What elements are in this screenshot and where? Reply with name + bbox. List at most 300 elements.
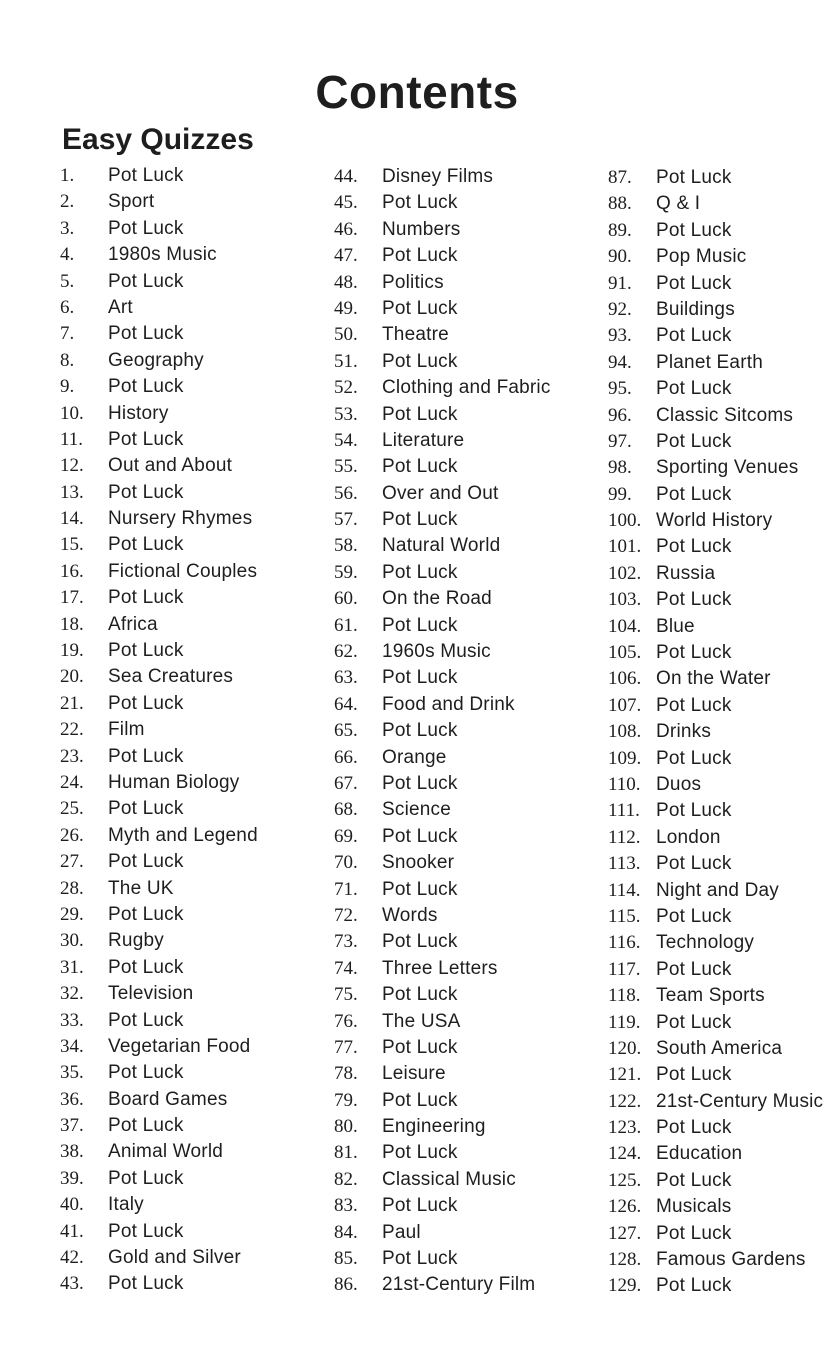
quiz-number: 115.	[608, 905, 641, 927]
quiz-number: 87.	[608, 167, 632, 188]
contents-entry	[334, 877, 551, 903]
quiz-title: Pot Luck	[656, 800, 732, 822]
quiz-title: Nursery Rhymes	[108, 508, 253, 530]
quiz-number: 29.	[60, 903, 84, 925]
quiz-number: 28.	[60, 877, 84, 899]
quiz-number: 18.	[60, 613, 84, 635]
quiz-number: 68.	[334, 799, 358, 821]
quiz-title: Planet Earth	[656, 351, 763, 373]
quiz-number: 123.	[608, 1117, 642, 1139]
quiz-number: 43.	[60, 1273, 84, 1295]
quiz-number: 72.	[334, 904, 358, 926]
quiz-title: Pot Luck	[382, 931, 458, 953]
quiz-title: Clothing and Fabric	[382, 377, 551, 399]
quiz-title: Snooker	[382, 852, 455, 874]
contents-entry	[60, 1060, 258, 1086]
quiz-title: Words	[382, 904, 438, 926]
quiz-title: Pot Luck	[108, 1273, 184, 1295]
quiz-number: 64.	[334, 693, 358, 715]
quiz-title: On the Water	[656, 668, 771, 690]
quiz-number: 73.	[334, 931, 358, 953]
contents-entry	[608, 851, 823, 877]
quiz-number: 37.	[60, 1115, 84, 1137]
quiz-title: Pot Luck	[382, 878, 458, 900]
quiz-title: Pot Luck	[382, 825, 458, 847]
contents-entry	[334, 692, 551, 718]
quiz-title: Literature	[382, 429, 465, 451]
quiz-title: Over and Out	[382, 482, 499, 504]
contents-entry	[60, 1192, 258, 1218]
quiz-title: Pot Luck	[656, 483, 732, 505]
contents-entry	[608, 218, 823, 244]
quiz-number: 10.	[60, 402, 84, 424]
quiz-number: 86.	[334, 1274, 358, 1296]
section-title: Easy Quizzes	[62, 123, 254, 156]
contents-entry	[608, 350, 823, 376]
quiz-title: Pot Luck	[656, 325, 732, 347]
quiz-title: Animal World	[108, 1141, 224, 1163]
quiz-number: 55.	[334, 456, 358, 478]
quiz-title: Duos	[656, 773, 702, 795]
quiz-number: 104.	[608, 615, 642, 637]
quiz-number: 40.	[60, 1194, 84, 1216]
quiz-number: 108.	[608, 721, 642, 743]
quiz-title: Pot Luck	[656, 167, 732, 188]
quiz-number: 41.	[60, 1220, 84, 1242]
contents-entry	[60, 638, 258, 664]
contents-entry	[334, 533, 551, 559]
quiz-number: 52.	[334, 377, 358, 399]
quiz-title: 21st-Century Music	[656, 1090, 824, 1112]
quiz-number: 56.	[334, 482, 358, 504]
contents-entry	[60, 717, 258, 743]
contents-entry	[60, 1166, 258, 1192]
quiz-number: 19.	[60, 640, 84, 662]
contents-entry	[60, 1008, 258, 1034]
quiz-title: Pot Luck	[108, 903, 184, 925]
quiz-title: Pot Luck	[656, 1011, 732, 1033]
quiz-number: 65.	[334, 720, 358, 742]
quiz-number: 85.	[334, 1248, 358, 1270]
quiz-title: History	[108, 402, 169, 424]
quiz-number: 3.	[60, 217, 75, 239]
quiz-title: Pot Luck	[382, 1089, 458, 1111]
contents-entry	[608, 640, 823, 666]
quiz-title: Vegetarian Food	[108, 1035, 251, 1057]
quiz-number: 1.	[60, 165, 75, 186]
quiz-number: 126.	[608, 1196, 642, 1218]
quiz-number: 112.	[608, 826, 641, 848]
quiz-number: 46.	[334, 218, 358, 240]
quiz-number: 27.	[60, 851, 84, 873]
quiz-title: Pot Luck	[382, 720, 458, 742]
quiz-number: 96.	[608, 404, 632, 426]
quiz-number: 21.	[60, 692, 84, 714]
contents-entry	[60, 902, 258, 928]
quiz-number: 110.	[608, 773, 641, 795]
quiz-number: 99.	[608, 483, 632, 505]
quiz-title: South America	[656, 1037, 783, 1059]
quiz-number: 84.	[334, 1221, 358, 1243]
quiz-number: 106.	[608, 668, 642, 690]
quiz-title: Pot Luck	[656, 1222, 732, 1244]
quiz-title: 1960s Music	[382, 641, 491, 663]
quiz-title: Pot Luck	[656, 219, 732, 241]
quiz-number: 31.	[60, 956, 84, 978]
contents-entry	[334, 481, 551, 507]
quiz-number: 105.	[608, 642, 642, 664]
quiz-number: 129.	[608, 1275, 642, 1297]
contents-entry	[608, 1194, 823, 1220]
quiz-title: Board Games	[108, 1088, 228, 1110]
quiz-number: 57.	[334, 509, 358, 531]
contents-entry	[608, 508, 823, 534]
quiz-number: 109.	[608, 747, 642, 769]
quiz-number: 62.	[334, 641, 358, 663]
quiz-number: 76.	[334, 1010, 358, 1032]
quiz-number: 53.	[334, 403, 358, 425]
quiz-number: 6.	[60, 296, 75, 318]
quiz-title: Pot Luck	[382, 1248, 458, 1270]
quiz-number: 119.	[608, 1011, 641, 1033]
contents-entry	[60, 981, 258, 1007]
quiz-title: Leisure	[382, 1063, 446, 1085]
contents-entry	[60, 612, 258, 638]
contents-entry	[334, 190, 551, 216]
quiz-title: Pot Luck	[382, 1036, 458, 1058]
quiz-title: Pot Luck	[382, 297, 458, 319]
quiz-title: Gold and Silver	[108, 1247, 241, 1269]
quiz-number: 5.	[60, 270, 75, 292]
quiz-number: 81.	[334, 1142, 358, 1164]
contents-entry	[60, 559, 258, 585]
contents-entry	[334, 296, 551, 322]
contents-entry	[60, 928, 258, 954]
contents-entry	[608, 1247, 823, 1273]
quiz-number: 13.	[60, 481, 84, 503]
contents-entry	[334, 1193, 551, 1219]
quiz-number: 33.	[60, 1009, 84, 1031]
contents-entry	[60, 1271, 258, 1297]
contents-entry	[60, 796, 258, 822]
quiz-number: 117.	[608, 958, 641, 980]
contents-entry	[608, 719, 823, 745]
quiz-title: Human Biology	[108, 771, 240, 793]
contents-entry	[60, 744, 258, 770]
contents-entry	[608, 825, 823, 851]
quiz-title: Africa	[108, 613, 158, 635]
quiz-title: Pot Luck	[382, 561, 458, 583]
contents-entry	[334, 1272, 551, 1298]
quiz-title: Pot Luck	[108, 1167, 184, 1189]
contents-entry	[334, 771, 551, 797]
contents-entry	[60, 1034, 258, 1060]
quiz-number: 80.	[334, 1116, 358, 1138]
contents-entry	[334, 1114, 551, 1140]
contents-entry	[334, 507, 551, 533]
contents-entry	[608, 983, 823, 1009]
contents-entry	[60, 295, 258, 321]
quiz-number: 47.	[334, 245, 358, 267]
contents-entry	[608, 1141, 823, 1167]
quiz-title: Television	[108, 983, 194, 1005]
quiz-title: Education	[656, 1143, 743, 1165]
contents-entry	[334, 1061, 551, 1087]
contents-entry	[334, 639, 551, 665]
contents-entry	[60, 691, 258, 717]
contents-entry	[60, 163, 258, 189]
quiz-title: Fictional Couples	[108, 560, 258, 582]
quiz-number: 14.	[60, 508, 84, 530]
quiz-number: 17.	[60, 587, 84, 609]
contents-entry	[608, 165, 823, 191]
quiz-number: 59.	[334, 561, 358, 583]
contents-entry	[334, 322, 551, 348]
quiz-title: Pot Luck	[108, 745, 184, 767]
quiz-title: Pot Luck	[382, 192, 458, 214]
quiz-number: 128.	[608, 1249, 642, 1271]
quiz-number: 22.	[60, 719, 84, 741]
quiz-title: Russia	[656, 562, 716, 584]
quiz-number: 9.	[60, 376, 75, 398]
contents-entry	[608, 746, 823, 772]
quiz-title: Musicals	[656, 1196, 732, 1218]
contents-column-2	[334, 164, 551, 1299]
quiz-number: 74.	[334, 957, 358, 979]
page-title: Contents	[315, 66, 519, 118]
contents-entry	[334, 349, 551, 375]
contents-entry	[60, 374, 258, 400]
quiz-title: The UK	[108, 877, 174, 899]
contents-entry	[334, 1220, 551, 1246]
quiz-number: 49.	[334, 297, 358, 319]
quiz-number: 26.	[60, 824, 84, 846]
quiz-number: 51.	[334, 350, 358, 372]
quiz-title: Science	[382, 799, 451, 821]
quiz-title: World History	[656, 510, 773, 532]
contents-entry	[608, 772, 823, 798]
contents-entry	[608, 666, 823, 692]
contents-entry	[334, 586, 551, 612]
quiz-number: 92.	[608, 298, 632, 320]
quiz-number: 78.	[334, 1063, 358, 1085]
contents-entry	[334, 665, 551, 691]
contents-entry	[608, 1168, 823, 1194]
contents-entry	[334, 402, 551, 428]
quiz-number: 34.	[60, 1035, 84, 1057]
quiz-title: Paul	[382, 1221, 421, 1243]
contents-entry	[60, 664, 258, 690]
contents-entry	[60, 823, 258, 849]
contents-entry	[334, 1009, 551, 1035]
contents-entry	[60, 770, 258, 796]
contents-entry	[334, 929, 551, 955]
contents-entry	[334, 824, 551, 850]
quiz-number: 97.	[608, 430, 632, 452]
contents-entry	[334, 270, 551, 296]
quiz-title: Pot Luck	[108, 323, 184, 345]
quiz-title: Sport	[108, 191, 155, 213]
quiz-number: 83.	[334, 1195, 358, 1217]
contents-entry	[334, 243, 551, 269]
contents-entry	[608, 455, 823, 481]
quiz-title: Pot Luck	[656, 430, 732, 452]
quiz-title: Pot Luck	[108, 165, 184, 186]
quiz-number: 23.	[60, 745, 84, 767]
quiz-number: 93.	[608, 325, 632, 347]
contents-entry	[60, 189, 258, 215]
contents-entry	[60, 1113, 258, 1139]
contents-entry	[608, 1273, 823, 1299]
quiz-title: Pot Luck	[382, 1142, 458, 1164]
quiz-number: 20.	[60, 666, 84, 688]
contents-entry	[608, 323, 823, 349]
quiz-title: Night and Day	[656, 879, 780, 901]
contents-entry	[60, 876, 258, 902]
contents-entry	[334, 375, 551, 401]
quiz-number: 39.	[60, 1167, 84, 1189]
quiz-number: 15.	[60, 534, 84, 556]
quiz-title: Buildings	[656, 298, 735, 320]
contents-entry	[60, 955, 258, 981]
contents-entry	[60, 321, 258, 347]
quiz-title: Theatre	[382, 324, 449, 346]
contents-entry	[60, 1087, 258, 1113]
contents-entry	[334, 903, 551, 929]
quiz-number: 75.	[334, 984, 358, 1006]
quiz-number: 100.	[608, 510, 642, 532]
contents-entry	[608, 614, 823, 640]
quiz-title: Pot Luck	[656, 1169, 732, 1191]
quiz-number: 103.	[608, 589, 642, 611]
contents-entry	[334, 428, 551, 454]
contents-entry	[608, 587, 823, 613]
contents-entry	[334, 560, 551, 586]
quiz-title: Pot Luck	[656, 747, 732, 769]
quiz-number: 38.	[60, 1141, 84, 1163]
contents-entry	[60, 401, 258, 427]
contents-entry	[334, 982, 551, 1008]
quiz-title: Numbers	[382, 218, 461, 240]
quiz-number: 89.	[608, 219, 632, 241]
quiz-title: Pot Luck	[108, 1220, 184, 1242]
quiz-title: London	[656, 826, 721, 848]
contents-entry	[60, 348, 258, 374]
quiz-number: 71.	[334, 878, 358, 900]
quiz-number: 45.	[334, 192, 358, 214]
contents-entry	[60, 480, 258, 506]
contents-entry	[608, 561, 823, 587]
contents-entry	[334, 454, 551, 480]
quiz-number: 102.	[608, 562, 642, 584]
quiz-title: 1980s Music	[108, 244, 217, 266]
quiz-number: 44.	[334, 166, 358, 187]
quiz-title: Q & I	[656, 193, 701, 215]
contents-entry	[60, 269, 258, 295]
contents-entry	[608, 1010, 823, 1036]
contents-entry	[608, 244, 823, 270]
quiz-title: Blue	[656, 615, 695, 637]
quiz-number: 111.	[608, 800, 640, 822]
quiz-title: Pot Luck	[382, 509, 458, 531]
quiz-title: Sporting Venues	[656, 457, 799, 479]
quiz-number: 94.	[608, 351, 632, 373]
quiz-number: 2.	[60, 191, 75, 213]
contents-entry	[60, 427, 258, 453]
quiz-number: 120.	[608, 1037, 642, 1059]
contents-entry	[334, 797, 551, 823]
quiz-number: 7.	[60, 323, 75, 345]
quiz-title: Pot Luck	[656, 272, 732, 294]
quiz-title: Geography	[108, 349, 204, 371]
quiz-number: 16.	[60, 560, 84, 582]
quiz-title: Film	[108, 719, 145, 741]
quiz-number: 98.	[608, 457, 632, 479]
quiz-number: 88.	[608, 193, 632, 215]
quiz-number: 58.	[334, 535, 358, 557]
quiz-title: Pot Luck	[656, 853, 732, 875]
quiz-title: Pot Luck	[108, 851, 184, 873]
quiz-title: Pot Luck	[656, 536, 732, 558]
quiz-number: 8.	[60, 349, 75, 371]
contents-entry	[608, 878, 823, 904]
quiz-title: Pot Luck	[656, 1275, 732, 1297]
quiz-title: Orange	[382, 746, 447, 768]
quiz-title: Pot Luck	[382, 1195, 458, 1217]
contents-entry	[608, 957, 823, 983]
quiz-number: 60.	[334, 588, 358, 610]
quiz-number: 30.	[60, 930, 84, 952]
quiz-title: The USA	[382, 1010, 461, 1032]
quiz-title: Pot Luck	[108, 956, 184, 978]
contents-entry	[60, 453, 258, 479]
quiz-title: Pot Luck	[382, 456, 458, 478]
contents-entry	[608, 904, 823, 930]
quiz-title: Pot Luck	[656, 642, 732, 664]
contents-entry	[334, 1246, 551, 1272]
contents-entry	[334, 850, 551, 876]
contents-entry	[60, 1245, 258, 1271]
quiz-title: Myth and Legend	[108, 824, 258, 846]
quiz-number: 67.	[334, 772, 358, 794]
quiz-title: Politics	[382, 271, 444, 293]
contents-entry	[334, 1088, 551, 1114]
quiz-number: 107.	[608, 694, 642, 716]
quiz-title: Pot Luck	[108, 587, 184, 609]
quiz-title: Pot Luck	[656, 1117, 732, 1139]
contents-entry	[60, 849, 258, 875]
quiz-title: Pot Luck	[656, 694, 732, 716]
contents-entry	[608, 1089, 823, 1115]
contents-entry	[608, 1062, 823, 1088]
quiz-number: 12.	[60, 455, 84, 477]
contents-entry	[608, 693, 823, 719]
contents-entry	[608, 534, 823, 560]
quiz-title: Pot Luck	[656, 589, 732, 611]
contents-column-3	[608, 165, 823, 1300]
quiz-number: 113.	[608, 853, 641, 875]
quiz-number: 25.	[60, 798, 84, 820]
quiz-title: Pot Luck	[382, 984, 458, 1006]
quiz-number: 118.	[608, 985, 641, 1007]
quiz-title: Art	[108, 296, 133, 318]
contents-entry	[334, 1035, 551, 1061]
contents-entry	[608, 271, 823, 297]
quiz-title: Pot Luck	[108, 217, 184, 239]
quiz-title: Pot Luck	[108, 798, 184, 820]
contents-entry	[608, 1221, 823, 1247]
quiz-title: Pot Luck	[108, 534, 184, 556]
